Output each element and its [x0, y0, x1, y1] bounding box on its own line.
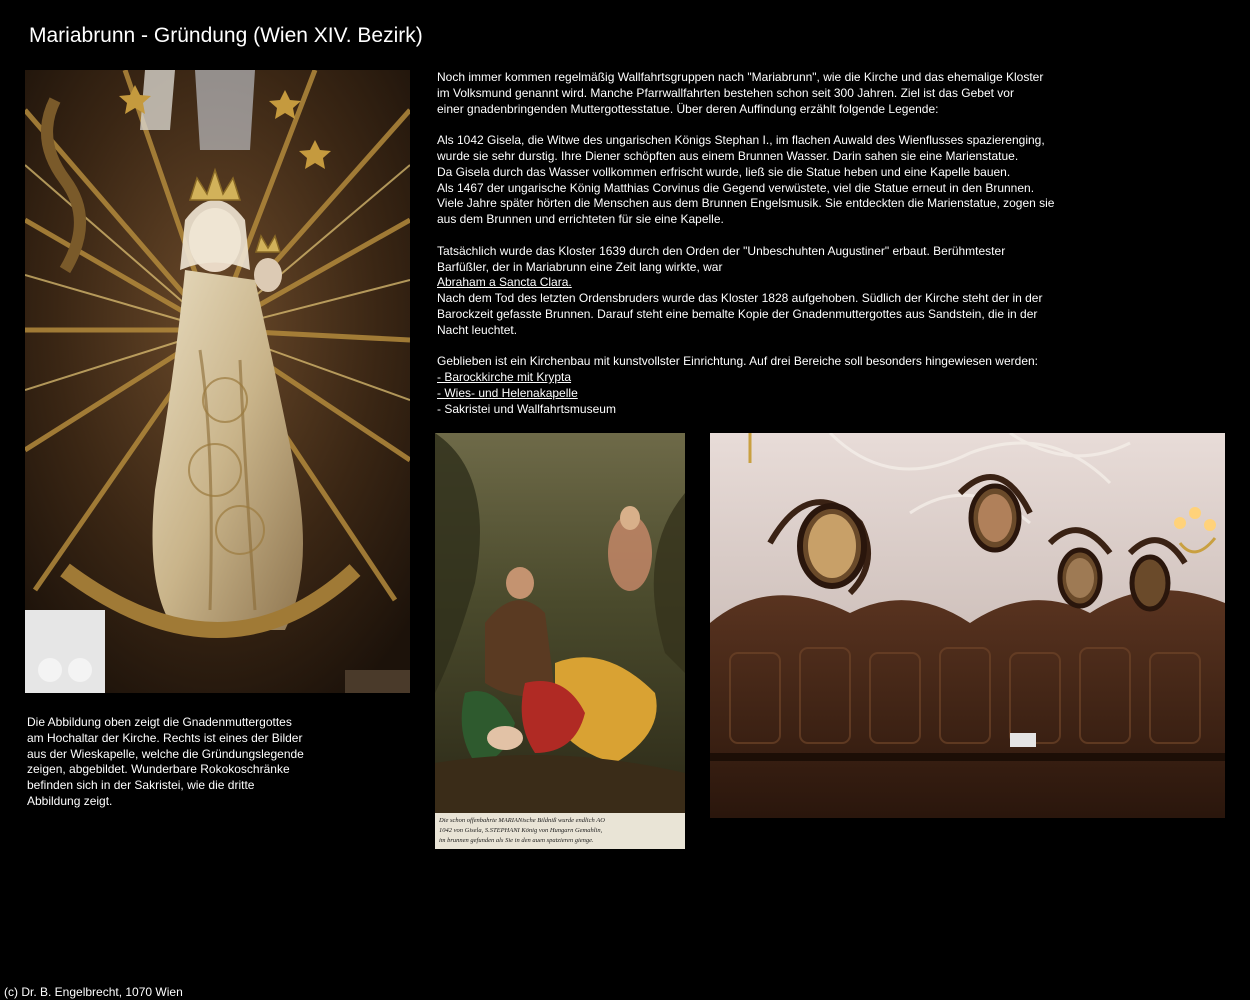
legend-painting-image: [435, 433, 685, 849]
caption-line: am Hochaltar der Kirche. Rechts ist eines der Bilder: [27, 730, 303, 745]
sacristy-cabinets-photo: [710, 433, 1225, 818]
copyright-footer: (c) Dr. B. Engelbrecht, 1070 Wien: [4, 985, 183, 999]
barockkirche-link[interactable]: - Barockkirche mit Krypta: [437, 370, 572, 385]
text-line: Barfüßler, der in Mariabrunn eine Zeit lang wirkte, war: [437, 259, 723, 274]
madonna-statue-photo: [25, 70, 410, 693]
madonna-statue-image: [25, 70, 410, 693]
text-line: wurde sie sehr durstig. Ihre Diener schöpften aus einem Brunnen Wasser. Darin sahen sie eine Marienstatue.: [437, 148, 1019, 163]
text-line: Als 1042 Gisela, die Witwe des ungarischen Königs Stephan I., im flachen Auwald des Wienflusses spazierenging,: [437, 133, 1045, 148]
text-line: Nach dem Tod des letzten Ordensbruders wurde das Kloster 1828 aufgehoben. Südlich der Kirche steht der in der: [437, 291, 1043, 306]
painting-inscription: [439, 816, 681, 846]
legend-painting-photo: [435, 433, 685, 849]
text-line: Viele Jahre später hörten die Menschen aus dem Brunnen Engelsmusik. Sie entdeckten die Marienstatue, zogen sie: [437, 196, 1055, 211]
sakristei-item: - Sakristei und Wallfahrtsmuseum: [437, 401, 616, 416]
caption-line: Abbildung zeigt.: [27, 793, 113, 808]
text-line: aus dem Brunnen und errichteten für sie eine Kapelle.: [437, 212, 724, 227]
caption-line: zeigen, abgebildet. Wunderbare Rokokoschränke: [27, 762, 290, 777]
caption-line: befinden sich in der Sakristei, wie die dritte: [27, 778, 255, 793]
text-line: Als 1467 der ungarische König Matthias Corvinus die Gegend verwüstete, viel die Statue erneut in den Brunnen.: [437, 180, 1035, 195]
caption-line: Die Abbildung oben zeigt die Gnadenmuttergottes: [27, 715, 292, 729]
inscription-line: Die schon offenbahrte MARIANische Bildniß wurde endlich AO: [439, 817, 605, 824]
image-caption: [27, 715, 327, 810]
caption-line: aus der Wieskapelle, welche die Gründungslegende: [27, 746, 304, 761]
inscription-line: im brunnen gefunden als Sie in den auen spatzieren gienge.: [439, 837, 594, 844]
text-line: Nacht leuchtet.: [437, 322, 518, 337]
text-line: einer gnadenbringenden Muttergottesstatue. Über deren Auffindung erzählt folgende Legende:: [437, 101, 939, 116]
wies-helenakapelle-link[interactable]: - Wies- und Helenakapelle: [437, 385, 578, 400]
text-line: Geblieben ist ein Kirchenbau mit kunstvollster Einrichtung. Auf drei Bereiche soll besonders hingewiesen werden:: [437, 354, 1039, 369]
inscription-line: 1042 von Gisela, S.STEPHANI König von Hungarn Gemahlin,: [439, 827, 603, 834]
main-text: [437, 70, 1077, 418]
text-line: Tatsächlich wurde das Kloster 1639 durch den Orden der "Unbeschuhten Augustiner" erbaut. Berühmtester: [437, 243, 1006, 258]
text-line: Barockzeit gefasste Brunnen. Darauf steht eine bemalte Kopie der Gnadenmuttergottes aus Sandstein, die in der: [437, 306, 1038, 321]
page-title: Mariabrunn - Gründung (Wien XIV. Bezirk): [29, 24, 423, 47]
abraham-a-sancta-clara-link[interactable]: Abraham a Sancta Clara.: [437, 275, 572, 290]
sacristy-cabinets-image: [710, 433, 1225, 818]
text-line: Noch immer kommen regelmäßig Wallfahrtsgruppen nach "Mariabrunn", wie die Kirche und das ehemalige Kloster: [437, 70, 1044, 84]
text-line: Da Gisela durch das Wasser vollkommen erfrischt wurde, ließ sie die Statue heben und eine Kapelle bauen.: [437, 164, 1011, 179]
text-line: im Volksmund genannt wird. Manche Pfarrwallfahrten bestehen schon seit 300 Jahren. Ziel ist das Gebet vor: [437, 85, 1014, 100]
